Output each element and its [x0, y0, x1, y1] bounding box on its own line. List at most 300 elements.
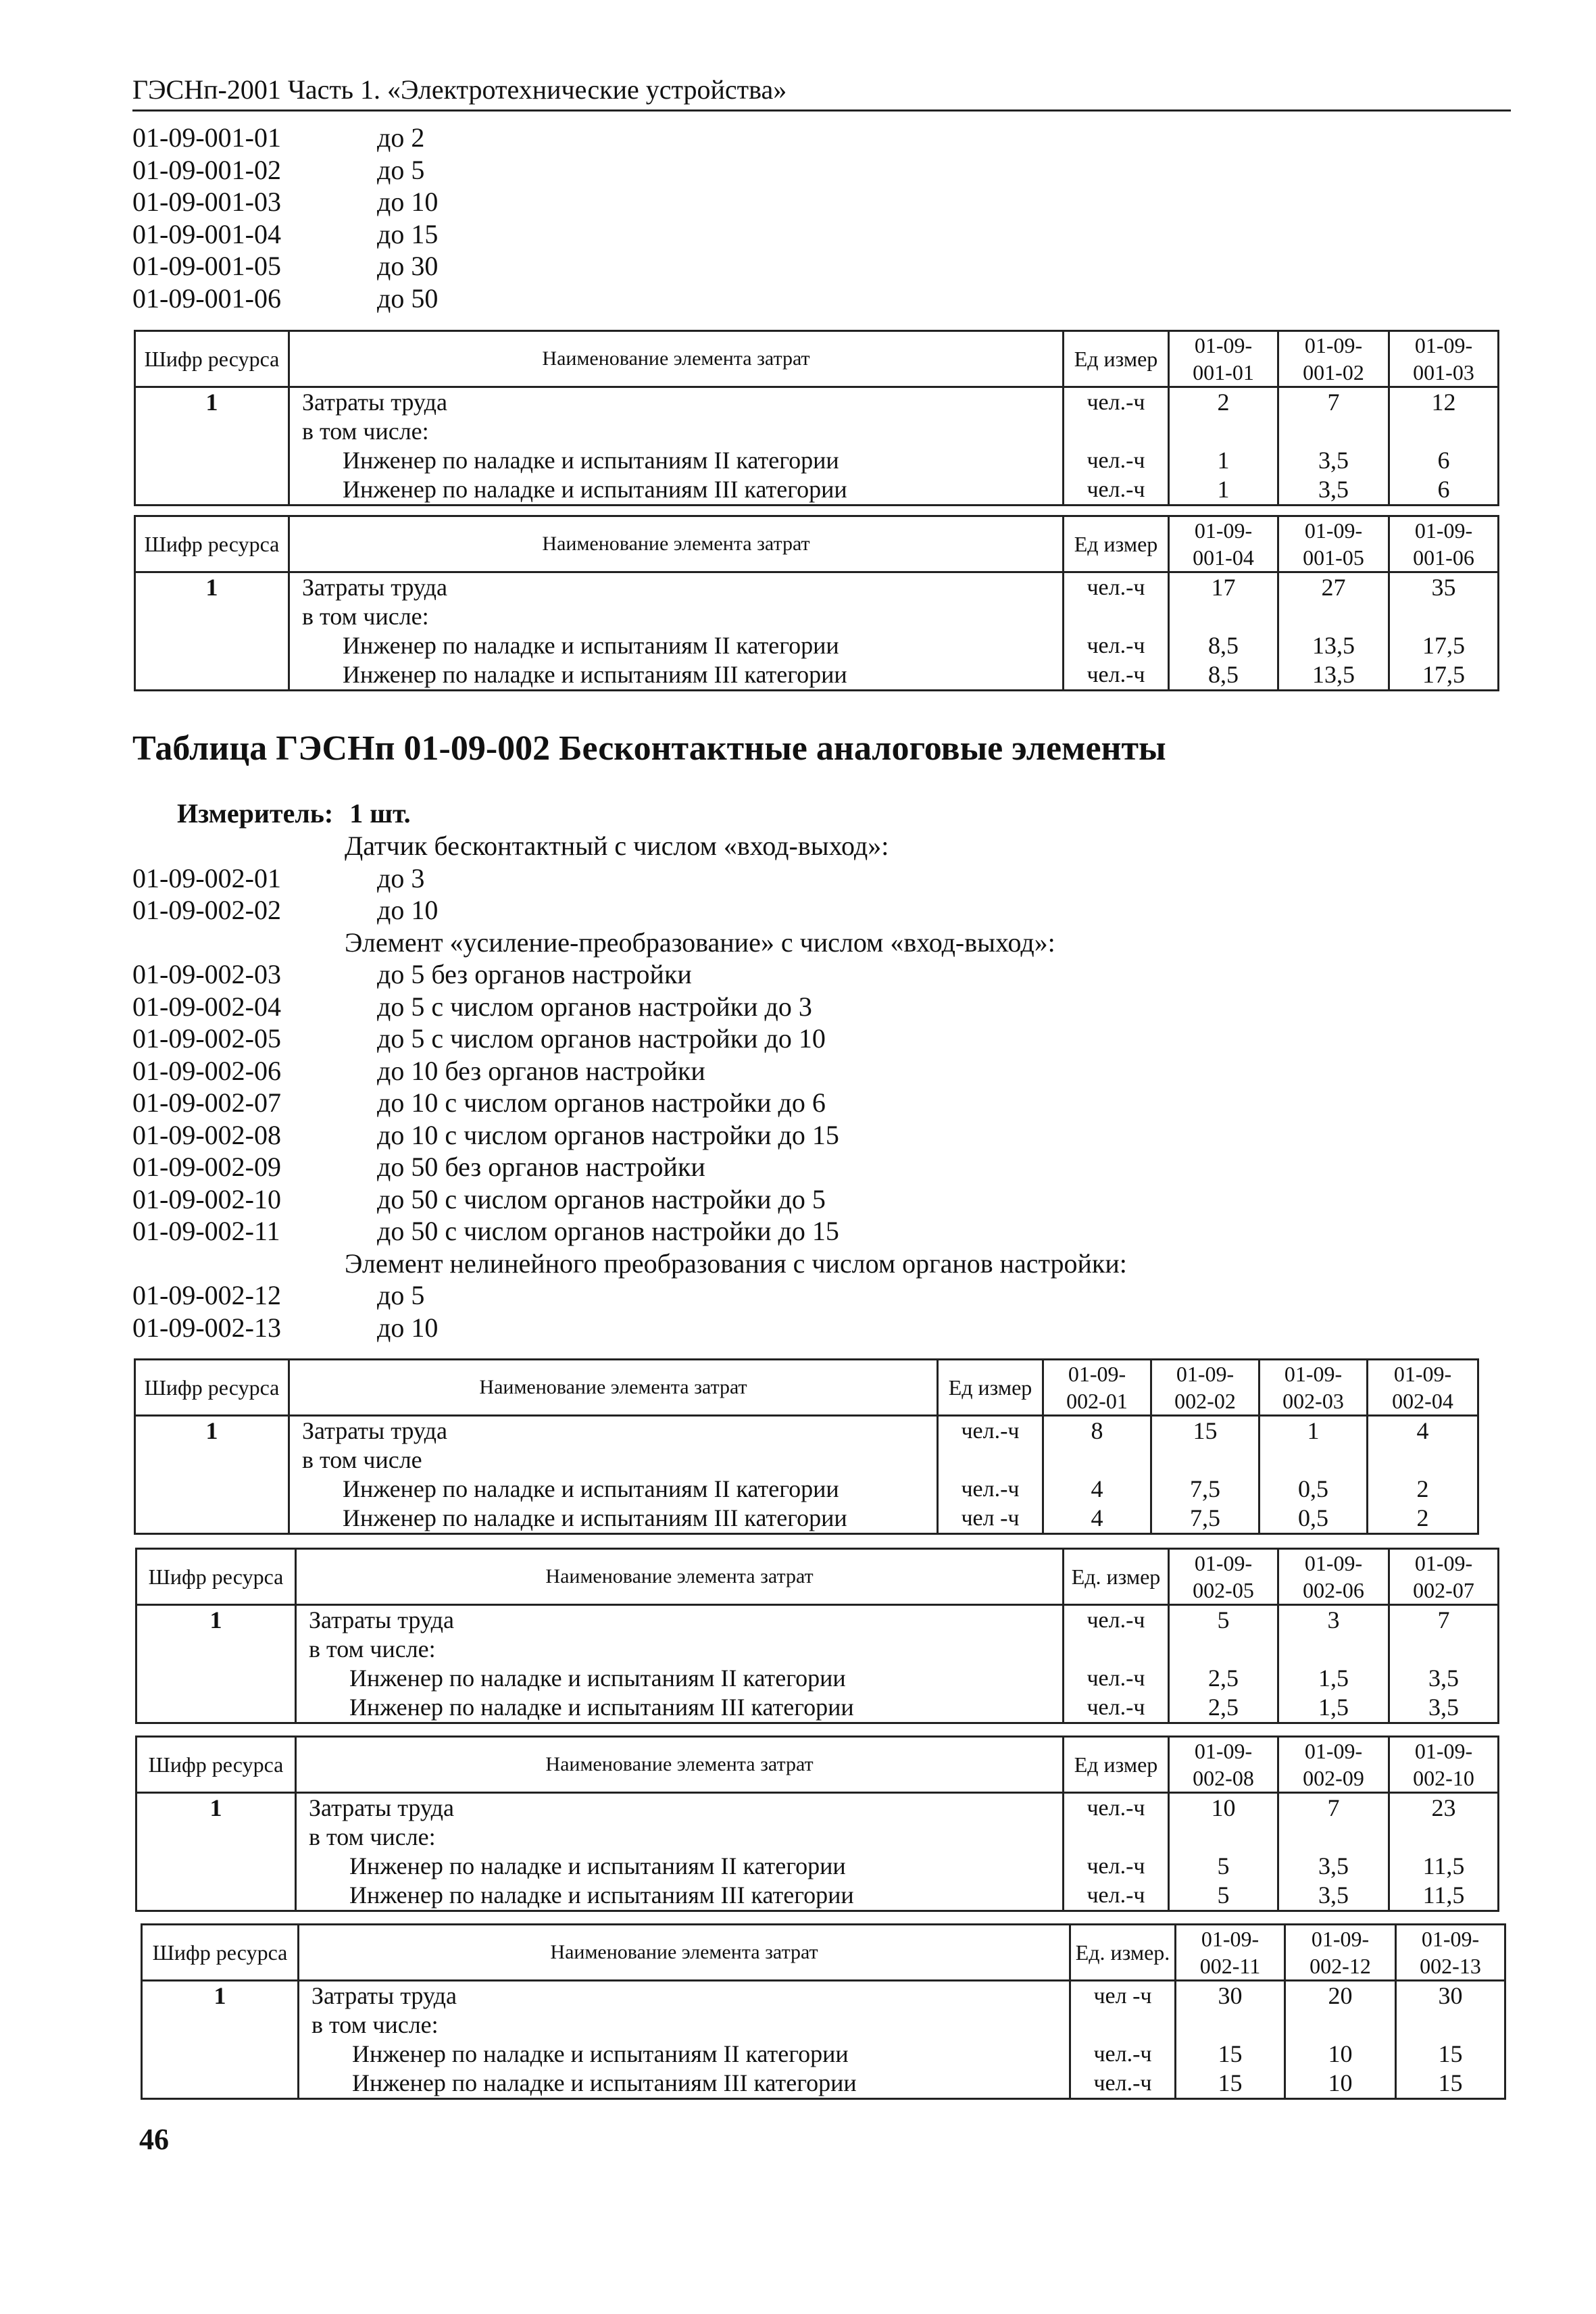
norm-code-line: 01-09- [1201, 1927, 1260, 1951]
cell-names [299, 1981, 1070, 2099]
table-header-row [142, 1925, 1505, 1981]
cost-element-name: Затраты труда [309, 1794, 454, 1821]
norm-value: 20 [1328, 1982, 1353, 2009]
item-code: 01-09-001-04 [132, 218, 281, 249]
cell-cipher [135, 387, 289, 506]
cost-element-name: Инженер по наладке и испытаниям III категории [349, 1881, 854, 1909]
header-name: Наименование элемента затрат [296, 1737, 1064, 1793]
norm-value [1170, 1823, 1277, 1852]
norm-code-line: 001-02 [1303, 360, 1364, 385]
norm-code-line: 01-09- [1414, 1551, 1473, 1575]
cell-cipher [136, 1605, 296, 1723]
norm-value [1152, 1446, 1258, 1475]
norm-code-line: 001-03 [1413, 360, 1474, 385]
unit-value: чел.-ч [1087, 448, 1145, 473]
norm-value: 30 [1218, 1982, 1243, 2009]
header-unit: Ед. измер [1064, 1549, 1169, 1605]
header-unit: Ед измер [1064, 331, 1169, 387]
item-description: до 15 [377, 218, 439, 249]
norm-value: 17,5 [1422, 632, 1465, 659]
header-name: Наименование элемента затрат [296, 1549, 1064, 1605]
norm-code-line: 01-09- [1414, 518, 1473, 543]
unit-value: чел.-ч [1087, 575, 1145, 600]
unit-value: чел.-ч [1087, 1695, 1145, 1720]
norm-code-line: 01-09- [1304, 1551, 1363, 1575]
header-norm-code [1389, 331, 1499, 387]
item-code: 01-09-002-06 [132, 1055, 281, 1086]
header-cipher: Шифр ресурса [135, 1360, 289, 1416]
cost-element-name: Затраты труда [302, 1417, 447, 1444]
cost-element-name: Инженер по наладке и испытаниям II категории [349, 1852, 846, 1879]
table-body-row [135, 572, 1499, 691]
norm-value [1279, 417, 1388, 446]
cell-units [938, 1416, 1043, 1534]
table-header-row [135, 516, 1499, 572]
norm-value: 2 [1416, 1475, 1429, 1502]
norm-value: 2,5 [1208, 1694, 1239, 1721]
resource-table [134, 330, 1499, 506]
header-norm-code [1285, 1925, 1396, 1981]
measurer-label: Измеритель: [177, 798, 334, 829]
header-norm-code [1396, 1925, 1505, 1981]
header-norm-code [1169, 1549, 1278, 1605]
norm-value: 1 [1217, 447, 1230, 474]
norm-value: 3,5 [1428, 1694, 1459, 1721]
unit-value: чел.-ч [1087, 662, 1145, 687]
item-description: до 30 [377, 251, 439, 281]
item-description: до 10 [377, 1312, 439, 1343]
cipher-value: 1 [209, 1606, 222, 1633]
cell-names [289, 1416, 938, 1534]
header-norm-code [1278, 1737, 1389, 1793]
norm-code-line: 01-09- [1414, 1739, 1473, 1763]
unit-value: чел.-ч [1087, 1883, 1145, 1908]
norm-value: 7,5 [1190, 1504, 1220, 1531]
cost-element-name: Затраты труда [302, 389, 447, 416]
item-code: 01-09-002-01 [132, 862, 281, 893]
cost-element-name: Инженер по наладке и испытаниям II категории [352, 2040, 849, 2067]
section-title: Таблица ГЭСНп 01-09-002 Бесконтактные аналоговые элементы [132, 729, 1166, 768]
norm-value: 35 [1431, 574, 1456, 601]
header-norm-code [1389, 516, 1499, 572]
header-name: Наименование элемента затрат [289, 516, 1064, 572]
table-body-row [135, 387, 1499, 506]
norm-value: 3,5 [1428, 1665, 1459, 1692]
norm-code-line: 002-09 [1303, 1766, 1364, 1790]
cell-units [1064, 387, 1169, 506]
cell-norm-values [1389, 387, 1499, 506]
cell-norm-values [1278, 1793, 1389, 1911]
header-norm-code [1169, 516, 1278, 572]
norm-value: 7 [1327, 389, 1340, 416]
cell-cipher [135, 572, 289, 691]
header-cipher: Шифр ресурса [135, 331, 289, 387]
cell-names [296, 1793, 1064, 1911]
norm-value: 4 [1091, 1475, 1103, 1502]
norm-value: 12 [1431, 389, 1456, 416]
item-description: до 10 с числом органов настройки до 6 [377, 1087, 826, 1118]
norm-value [1279, 1823, 1388, 1852]
unit-value: чел.-ч [961, 1419, 1020, 1444]
cell-norm-values [1389, 572, 1499, 691]
item-description: Элемент нелинейного преобразования с числом органов настройки: [345, 1248, 1127, 1279]
cell-units [1064, 1793, 1169, 1911]
item-description: до 5 с числом органов настройки до 10 [377, 1023, 826, 1054]
norm-value: 15 [1438, 2069, 1463, 2096]
header-norm-code [1389, 1549, 1499, 1605]
norm-value: 3,5 [1318, 1852, 1349, 1879]
unit-value: чел.-ч [1087, 633, 1145, 658]
item-description: Датчик бесконтактный с числом «вход-выход»: [345, 831, 889, 861]
cell-names [289, 387, 1064, 506]
header-name: Наименование элемента затрат [289, 1360, 938, 1416]
norm-value [1390, 1823, 1497, 1852]
norm-code-line: 01-09- [1414, 333, 1473, 358]
cell-norm-values [1260, 1416, 1368, 1534]
unit-value [939, 1446, 1042, 1475]
unit-value [1071, 2011, 1174, 2040]
cell-norm-values [1278, 572, 1389, 691]
header-unit: Ед измер [1064, 1737, 1169, 1793]
header-norm-code [1176, 1925, 1285, 1981]
header-cipher: Шифр ресурса [136, 1549, 296, 1605]
cost-element-name: Затраты труда [302, 574, 447, 601]
norm-value [1286, 2011, 1395, 2040]
norm-code-line: 002-12 [1310, 1954, 1371, 1978]
item-code: 01-09-001-01 [132, 122, 281, 153]
page-header: ГЭСНп-2001 Часть 1. «Электротехнические устройства» [132, 73, 1511, 112]
unit-value [1064, 417, 1168, 446]
header-norm-code [1260, 1360, 1368, 1416]
norm-code-line: 01-09- [1194, 1551, 1253, 1575]
cost-element-name: в том числе: [309, 1635, 436, 1663]
norm-code-line: 01-09- [1421, 1927, 1480, 1951]
header-norm-code [1151, 1360, 1260, 1416]
norm-code-line: 002-10 [1413, 1766, 1474, 1790]
norm-code-line: 01-09- [1194, 1739, 1253, 1763]
norm-value: 4 [1091, 1504, 1103, 1531]
norm-value: 0,5 [1298, 1475, 1328, 1502]
norm-value: 10 [1211, 1794, 1236, 1821]
cell-norm-values [1368, 1416, 1478, 1534]
unit-value: чел -ч [1093, 1984, 1152, 2009]
norm-code-line: 01-09- [1304, 333, 1363, 358]
norm-value: 5 [1217, 1881, 1230, 1909]
cell-cipher [142, 1981, 299, 2099]
norm-value: 5 [1217, 1606, 1230, 1633]
header-norm-code [1169, 1737, 1278, 1793]
item-description: до 10 с числом органов настройки до 15 [377, 1119, 839, 1150]
norm-code-line: 002-01 [1066, 1389, 1128, 1413]
item-code: 01-09-001-06 [132, 282, 281, 314]
header-name: Наименование элемента затрат [289, 331, 1064, 387]
cell-norm-values [1169, 387, 1278, 506]
header-norm-code [1169, 331, 1278, 387]
norm-code-line: 001-01 [1193, 360, 1254, 385]
header-norm-code [1278, 1549, 1389, 1605]
item-description: до 5 с числом органов настройки до 3 [377, 991, 812, 1022]
unit-value: чел.-ч [1087, 1608, 1145, 1633]
norm-code-line: 001-05 [1303, 545, 1364, 570]
norm-value: 27 [1321, 574, 1346, 601]
cell-units [1064, 1605, 1169, 1723]
item-code: 01-09-002-09 [132, 1152, 281, 1182]
table-body-row [136, 1793, 1499, 1911]
header-name: Наименование элемента затрат [299, 1925, 1070, 1981]
norm-value [1170, 417, 1277, 446]
norm-value [1390, 417, 1497, 446]
norm-value: 4 [1416, 1417, 1429, 1444]
unit-value: чел.-ч [1087, 390, 1145, 415]
cell-norm-values [1169, 1605, 1278, 1723]
norm-value: 8,5 [1208, 661, 1239, 688]
unit-value: чел.-ч [961, 1477, 1020, 1502]
norm-value: 1 [1307, 1417, 1320, 1444]
norm-value: 15 [1438, 2040, 1463, 2067]
norm-code-line: 002-02 [1174, 1389, 1236, 1413]
item-description: до 5 [377, 154, 425, 185]
cell-norm-values [1278, 1605, 1389, 1723]
norm-value [1279, 1635, 1388, 1664]
norm-code-line: 01-09- [1311, 1927, 1370, 1951]
item-description: до 50 [377, 282, 439, 314]
table-body-row [135, 1416, 1478, 1534]
norm-code-line: 002-04 [1392, 1389, 1453, 1413]
item-description: до 50 с числом органов настройки до 5 [377, 1183, 826, 1214]
norm-code-line: 01-09- [1393, 1362, 1452, 1386]
norm-value: 17,5 [1422, 661, 1465, 688]
item-description: Элемент «усиление-преобразование» с числом «вход-выход»: [345, 927, 1055, 958]
item-code: 01-09-002-10 [132, 1183, 281, 1214]
cost-element-name: в том числе: [302, 418, 429, 445]
norm-code-line: 01-09- [1194, 518, 1253, 543]
cost-element-name: в том числе: [309, 1823, 436, 1850]
norm-value: 15 [1193, 1417, 1218, 1444]
item-code: 01-09-001-05 [132, 251, 281, 281]
unit-value [1064, 602, 1168, 631]
cipher-value: 1 [205, 389, 218, 416]
table-body-row [136, 1605, 1499, 1723]
header-norm-code [1368, 1360, 1478, 1416]
cell-names [296, 1605, 1064, 1723]
cell-norm-values [1396, 1981, 1505, 2099]
norm-value: 5 [1217, 1852, 1230, 1879]
unit-value [1064, 1823, 1168, 1852]
header-norm-code [1278, 331, 1389, 387]
norm-value: 1,5 [1318, 1665, 1349, 1692]
cell-units [1064, 572, 1169, 691]
cipher-value: 1 [205, 574, 218, 601]
cell-cipher [136, 1793, 296, 1911]
cost-element-name: Инженер по наладке и испытаниям II категории [343, 1475, 839, 1502]
cost-element-name: Инженер по наладке и испытаниям II категории [343, 632, 839, 659]
norm-code-line: 01-09- [1304, 1739, 1363, 1763]
norm-value: 1 [1217, 476, 1230, 503]
cell-norm-values [1169, 572, 1278, 691]
cell-cipher [135, 1416, 289, 1534]
cell-units [1070, 1981, 1176, 2099]
page-number: 46 [139, 2123, 169, 2156]
norm-code-line: 001-04 [1193, 545, 1254, 570]
unit-value: чел -ч [961, 1506, 1020, 1531]
norm-value: 10 [1328, 2069, 1353, 2096]
unit-value: чел.-ч [1087, 1796, 1145, 1821]
norm-value [1397, 2011, 1504, 2040]
unit-value: чел.-ч [1087, 477, 1145, 502]
norm-value [1170, 602, 1277, 631]
cost-element-name: в том числе: [311, 2011, 439, 2038]
unit-value: чел.-ч [1087, 1854, 1145, 1879]
measurer-value: 1 шт. [349, 798, 411, 829]
norm-value: 13,5 [1312, 632, 1355, 659]
table-header-row [135, 331, 1499, 387]
cost-element-name: Затраты труда [311, 1982, 457, 2009]
item-code: 01-09-001-03 [132, 187, 281, 217]
cost-element-name: Инженер по наладке и испытаниям III категории [343, 661, 847, 688]
cell-norm-values [1176, 1981, 1285, 2099]
item-description: до 50 без органов настройки [377, 1152, 705, 1182]
cost-element-name: Инженер по наладке и испытаниям III категории [352, 2069, 857, 2096]
header-unit: Ед измер [938, 1360, 1043, 1416]
table-header-row [136, 1549, 1499, 1605]
norm-value [1176, 2011, 1284, 2040]
cell-norm-values [1389, 1605, 1499, 1723]
norm-code-line: 002-13 [1420, 1954, 1481, 1978]
norm-code-line: 01-09- [1304, 518, 1363, 543]
resource-table [135, 1736, 1499, 1912]
norm-value [1368, 1446, 1477, 1475]
resource-table [135, 1548, 1499, 1724]
cost-element-name: Инженер по наладке и испытаниям II категории [343, 447, 839, 474]
header-norm-code [1278, 516, 1389, 572]
norm-code-line: 002-03 [1282, 1389, 1344, 1413]
norm-value: 3,5 [1318, 447, 1349, 474]
item-code: 01-09-002-07 [132, 1087, 281, 1118]
header-cipher: Шифр ресурса [142, 1925, 299, 1981]
item-description: до 50 с числом органов настройки до 15 [377, 1216, 839, 1246]
norm-code-line: 002-11 [1199, 1954, 1261, 1978]
cost-element-name: Инженер по наладке и испытаниям III категории [343, 476, 847, 503]
norm-value [1390, 602, 1497, 631]
norm-value: 15 [1218, 2069, 1243, 2096]
norm-value: 1,5 [1318, 1694, 1349, 1721]
cipher-value: 1 [209, 1794, 222, 1821]
norm-code-line: 002-05 [1193, 1578, 1254, 1602]
item-code: 01-09-002-05 [132, 1023, 281, 1054]
item-code: 01-09-002-12 [132, 1280, 281, 1310]
resource-table [141, 1923, 1506, 2100]
item-code: 01-09-002-08 [132, 1119, 281, 1150]
item-code: 01-09-002-13 [132, 1312, 281, 1343]
cost-element-name: Инженер по наладке и испытаниям III категории [343, 1504, 847, 1531]
norm-value: 23 [1431, 1794, 1456, 1821]
norm-code-line: 01-09- [1284, 1362, 1343, 1386]
table-header-row [136, 1737, 1499, 1793]
cell-norm-values [1285, 1981, 1396, 2099]
item-description: до 10 без органов настройки [377, 1055, 705, 1086]
cipher-value: 1 [205, 1417, 218, 1444]
norm-value: 11,5 [1422, 1852, 1465, 1879]
norm-value [1279, 602, 1388, 631]
cost-element-name: Инженер по наладке и испытаниям III категории [349, 1694, 854, 1721]
item-description: до 10 [377, 187, 439, 217]
resource-table [134, 1358, 1479, 1535]
norm-value: 7,5 [1190, 1475, 1220, 1502]
cell-norm-values [1169, 1793, 1278, 1911]
norm-code-line: 01-09- [1176, 1362, 1235, 1386]
item-code: 01-09-002-03 [132, 959, 281, 989]
header-unit: Ед измер [1064, 516, 1169, 572]
header-cipher: Шифр ресурса [135, 516, 289, 572]
norm-value [1170, 1635, 1277, 1664]
header-norm-code [1043, 1360, 1151, 1416]
cost-element-name: в том числе: [302, 603, 429, 630]
table-body-row [142, 1981, 1505, 2099]
norm-value: 10 [1328, 2040, 1353, 2067]
item-description: до 5 [377, 1280, 425, 1310]
header-cipher: Шифр ресурса [136, 1737, 296, 1793]
norm-value: 2,5 [1208, 1665, 1239, 1692]
norm-value: 11,5 [1422, 1881, 1465, 1909]
cell-norm-values [1389, 1793, 1499, 1911]
resource-table [134, 515, 1499, 691]
cost-element-name: в том числе [302, 1446, 422, 1473]
cell-norm-values [1278, 387, 1389, 506]
norm-code-line: 002-07 [1413, 1578, 1474, 1602]
cost-element-name: Затраты труда [309, 1606, 454, 1633]
norm-value [1044, 1446, 1150, 1475]
item-description: до 10 [377, 895, 439, 925]
norm-value: 3,5 [1318, 476, 1349, 503]
measurer [177, 797, 411, 829]
item-description: до 2 [377, 122, 425, 153]
norm-value: 7 [1327, 1794, 1340, 1821]
cost-element-name: Инженер по наладке и испытаниям II категории [349, 1665, 846, 1692]
cipher-value: 1 [214, 1982, 226, 2009]
norm-value: 30 [1438, 1982, 1463, 2009]
norm-code-line: 001-06 [1413, 545, 1474, 570]
unit-value: чел.-ч [1093, 2071, 1152, 2096]
table-header-row [135, 1360, 1478, 1416]
norm-code-line: 01-09- [1194, 333, 1253, 358]
norm-value: 6 [1437, 476, 1450, 503]
norm-value: 15 [1218, 2040, 1243, 2067]
norm-code-line: 002-06 [1303, 1578, 1364, 1602]
norm-value: 6 [1437, 447, 1450, 474]
norm-value: 17 [1211, 574, 1236, 601]
header-unit: Ед. измер. [1070, 1925, 1176, 1981]
norm-value: 8,5 [1208, 632, 1239, 659]
norm-code-line: 002-08 [1193, 1766, 1254, 1790]
norm-value: 3,5 [1318, 1881, 1349, 1909]
norm-code-line: 01-09- [1068, 1362, 1126, 1386]
cell-names [289, 572, 1064, 691]
norm-value [1390, 1635, 1497, 1664]
norm-value: 2 [1217, 389, 1230, 416]
norm-value: 8 [1091, 1417, 1103, 1444]
norm-value: 13,5 [1312, 661, 1355, 688]
norm-value: 3 [1327, 1606, 1340, 1633]
norm-value: 0,5 [1298, 1504, 1328, 1531]
item-description: до 5 без органов настройки [377, 959, 692, 989]
item-code: 01-09-001-02 [132, 154, 281, 185]
unit-value: чел.-ч [1087, 1666, 1145, 1691]
norm-value: 7 [1437, 1606, 1450, 1633]
item-description: до 3 [377, 862, 425, 893]
norm-value: 2 [1416, 1504, 1429, 1531]
cell-norm-values [1151, 1416, 1260, 1534]
cell-norm-values [1043, 1416, 1151, 1534]
